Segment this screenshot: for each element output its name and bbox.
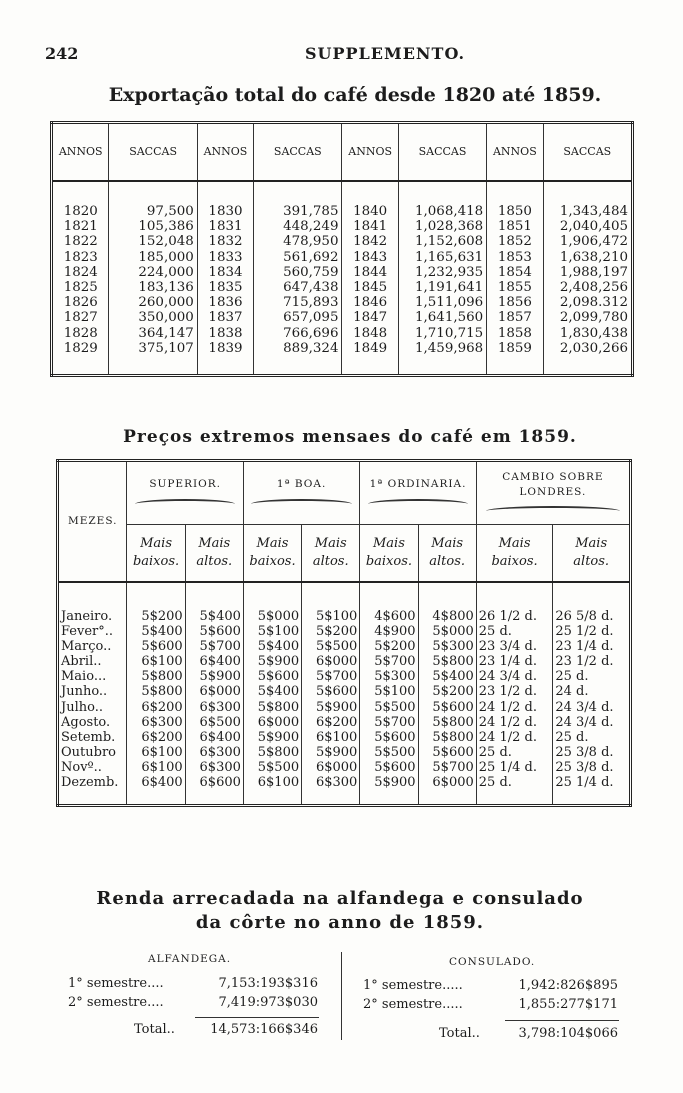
- sacks-cell: 375,107: [109, 341, 197, 376]
- exchange-cell: 25 1/4 d.: [476, 760, 553, 775]
- price-cell: 5$800: [418, 654, 476, 669]
- month-cell: Março..: [58, 639, 127, 654]
- year-cell: 1856: [487, 295, 543, 310]
- year-column-header: ANNOS: [52, 123, 109, 182]
- sacks-cell: 1,152,608: [398, 234, 486, 249]
- sacks-cell: 1,068,418: [398, 204, 486, 219]
- table-row: [52, 204, 633, 219]
- table-row: [58, 609, 631, 624]
- table-row: [58, 775, 631, 806]
- price-cell: 6$300: [302, 775, 360, 806]
- price-cell: 5$100: [243, 624, 301, 639]
- exchange-cell: 25 3/8 d.: [553, 760, 631, 775]
- price-cell: 5$100: [360, 684, 418, 699]
- exchange-cell: 25 1/2 d.: [553, 624, 631, 639]
- price-cell: 6$000: [243, 715, 301, 730]
- sacks-cell: 1,459,968: [398, 341, 486, 376]
- sacks-cell: 97,500: [109, 204, 197, 219]
- price-cell: 6$000: [185, 684, 243, 699]
- exchange-cell: 23 1/2 d.: [553, 654, 631, 669]
- sacks-cell: 391,785: [254, 204, 342, 219]
- sum-rule: [505, 1020, 619, 1021]
- price-cell: 5$600: [360, 760, 418, 775]
- price-cell: 5$700: [185, 639, 243, 654]
- price-cell: 5$800: [127, 669, 185, 684]
- price-cell: 6$300: [185, 760, 243, 775]
- sacks-cell: 1,191,641: [398, 280, 486, 295]
- year-cell: 1854: [487, 265, 543, 280]
- total-value: 14,573:166$346: [210, 1022, 318, 1037]
- year-cell: 1821: [52, 219, 109, 234]
- price-cell: 5$300: [360, 669, 418, 684]
- total-value: 3,798:104$066: [518, 1026, 618, 1041]
- group-label: 1ª BOA.: [276, 478, 327, 491]
- month-column-header: MEZES.: [58, 461, 127, 583]
- sacks-cell: 224,000: [109, 265, 197, 280]
- sacks-cell: 152,048: [109, 234, 197, 249]
- table-row: [58, 715, 631, 730]
- exchange-cell: 23 1/4 d.: [476, 654, 553, 669]
- price-cell: 5$400: [243, 684, 301, 699]
- spacer-cell: [127, 582, 185, 609]
- year-cell: 1840: [342, 204, 398, 219]
- spacer-cell: [342, 181, 398, 204]
- spacer-cell: [360, 582, 418, 609]
- sacks-cell: 1,638,210: [543, 250, 632, 265]
- price-cell: 5$600: [418, 745, 476, 760]
- price-cell: 5$200: [127, 609, 185, 624]
- sacks-cell: 2,040,405: [543, 219, 632, 234]
- year-cell: 1829: [52, 341, 109, 376]
- year-cell: 1831: [197, 219, 253, 234]
- table-row: [58, 639, 631, 654]
- price-cell: 5$500: [360, 700, 418, 715]
- month-cell: Julho..: [58, 700, 127, 715]
- year-cell: 1855: [487, 280, 543, 295]
- alfandega-row-2: [68, 995, 318, 1013]
- exchange-cell: 25 d.: [553, 669, 631, 684]
- export-table: [50, 121, 634, 377]
- page-number: 242: [45, 44, 79, 63]
- group-label: 1ª ORDINARIA.: [369, 478, 467, 491]
- exchange-cell: 25 1/4 d.: [553, 775, 631, 806]
- price-cell: 5$800: [418, 730, 476, 745]
- sacks-cell: 2,099,780: [543, 310, 632, 325]
- sacks-cell: 1,165,631: [398, 250, 486, 265]
- exchange-cell: 23 1/2 d.: [476, 684, 553, 699]
- price-cell: 5$800: [243, 700, 301, 715]
- sacks-cell: 1,641,560: [398, 310, 486, 325]
- year-cell: 1822: [52, 234, 109, 249]
- year-cell: 1825: [52, 280, 109, 295]
- year-cell: 1834: [197, 265, 253, 280]
- price-cell: 5$400: [127, 624, 185, 639]
- table-row: [58, 669, 631, 684]
- price-cell: 5$900: [185, 669, 243, 684]
- year-cell: 1837: [197, 310, 253, 325]
- exchange-cell: 24 3/4 d.: [553, 700, 631, 715]
- column-divider: [341, 952, 342, 1040]
- price-cell: 5$800: [418, 715, 476, 730]
- brace-decoration: [486, 506, 619, 516]
- subheader-low: Mais baixos.: [360, 525, 418, 583]
- sacks-cell: 561,692: [254, 250, 342, 265]
- price-cell: 5$400: [243, 639, 301, 654]
- table-row: [58, 700, 631, 715]
- year-cell: 1835: [197, 280, 253, 295]
- price-cell: 5$900: [302, 700, 360, 715]
- row-label: 1° semestre.....: [363, 978, 463, 993]
- spacer-cell: [254, 181, 342, 204]
- exchange-cell: 25 3/8 d.: [553, 745, 631, 760]
- price-cell: 5$600: [302, 684, 360, 699]
- price-cell: 6$000: [302, 760, 360, 775]
- price-cell: 6$300: [185, 745, 243, 760]
- price-cell: 6$200: [127, 730, 185, 745]
- year-cell: 1830: [197, 204, 253, 219]
- table-row: [58, 760, 631, 775]
- consulado-heading: CONSULADO.: [449, 956, 536, 968]
- year-cell: 1836: [197, 295, 253, 310]
- brace-decoration: [368, 499, 468, 509]
- month-cell: Janeiro.: [58, 609, 127, 624]
- year-cell: 1844: [342, 265, 398, 280]
- spacer-cell: [476, 582, 553, 609]
- year-column-header: ANNOS: [342, 123, 398, 182]
- row-value: 7,153:193$316: [218, 976, 318, 991]
- spacer-cell: [553, 582, 631, 609]
- month-cell: Fever°..: [58, 624, 127, 639]
- table-row: [52, 250, 633, 265]
- price-cell: 5$700: [360, 715, 418, 730]
- total-label: Total..: [134, 1022, 175, 1037]
- prices-group-header-row: [58, 461, 631, 525]
- year-cell: 1846: [342, 295, 398, 310]
- revenue-title-line2: da côrte no anno de 1859.: [195, 912, 485, 933]
- sacks-cell: 2,030,266: [543, 341, 632, 376]
- table-row: [52, 234, 633, 249]
- prices-table-title: Preços extremos mensaes do café em 1859.: [123, 427, 577, 447]
- month-cell: Junho..: [58, 684, 127, 699]
- price-cell: 5$800: [243, 745, 301, 760]
- price-cell: 5$600: [185, 624, 243, 639]
- sacks-cell: 715,893: [254, 295, 342, 310]
- price-cell: 6$400: [185, 654, 243, 669]
- subheader-high: Mais altos.: [553, 525, 631, 583]
- year-cell: 1848: [342, 326, 398, 341]
- price-cell: 6$100: [302, 730, 360, 745]
- group-header-ordinaria: [360, 461, 476, 525]
- exchange-cell: 25 d.: [476, 775, 553, 806]
- total-label: Total..: [439, 1026, 480, 1041]
- table-row: [58, 624, 631, 639]
- month-cell: Maio...: [58, 669, 127, 684]
- sacks-cell: 889,324: [254, 341, 342, 376]
- price-cell: 4$900: [360, 624, 418, 639]
- table-row: [58, 745, 631, 760]
- alfandega-total-row: [68, 1022, 318, 1040]
- sacks-cell: 1,988,197: [543, 265, 632, 280]
- price-cell: 6$200: [127, 700, 185, 715]
- sacks-cell: 766,696: [254, 326, 342, 341]
- price-cell: 5$800: [127, 684, 185, 699]
- sacks-cell: 1,343,484: [543, 204, 632, 219]
- exchange-cell: 24 1/2 d.: [476, 730, 553, 745]
- price-cell: 6$100: [127, 760, 185, 775]
- year-cell: 1841: [342, 219, 398, 234]
- sacks-column-header: SACCAS: [398, 123, 486, 182]
- brace-decoration: [135, 499, 235, 509]
- year-cell: 1832: [197, 234, 253, 249]
- price-cell: 6$200: [302, 715, 360, 730]
- export-table-body: [52, 181, 633, 376]
- subheader-low: Mais baixos.: [127, 525, 185, 583]
- spacer-cell: [185, 582, 243, 609]
- table-row: [52, 265, 633, 280]
- exchange-cell: 24 3/4 d.: [476, 669, 553, 684]
- price-cell: 5$900: [243, 730, 301, 745]
- sacks-cell: 560,759: [254, 265, 342, 280]
- sacks-column-header: SACCAS: [109, 123, 197, 182]
- exchange-cell: 26 1/2 d.: [476, 609, 553, 624]
- alfandega-row-1: [68, 976, 318, 994]
- year-cell: 1827: [52, 310, 109, 325]
- export-table-title: Exportação total do café desde 1820 até 1859.: [108, 84, 602, 106]
- spacer-cell: [543, 181, 632, 204]
- price-cell: 5$200: [418, 684, 476, 699]
- exchange-cell: 25 d.: [476, 624, 553, 639]
- year-cell: 1823: [52, 250, 109, 265]
- exchange-cell: 24 d.: [553, 684, 631, 699]
- spacer-cell: [418, 582, 476, 609]
- price-cell: 5$900: [243, 654, 301, 669]
- sacks-cell: 1,710,715: [398, 326, 486, 341]
- sacks-cell: 1,232,935: [398, 265, 486, 280]
- table-row: [58, 684, 631, 699]
- year-cell: 1851: [487, 219, 543, 234]
- group-label: CAMBIO SOBRE LONDRES.: [502, 470, 604, 498]
- price-cell: 5$900: [360, 775, 418, 806]
- page-header: [45, 44, 645, 68]
- sacks-cell: 260,000: [109, 295, 197, 310]
- table-row: [58, 654, 631, 669]
- price-cell: 5$600: [418, 700, 476, 715]
- exchange-cell: 24 3/4 d.: [553, 715, 631, 730]
- spacer-row: [58, 582, 631, 609]
- price-cell: 4$600: [360, 609, 418, 624]
- month-cell: Outubro: [58, 745, 127, 760]
- price-cell: 6$100: [127, 654, 185, 669]
- sacks-cell: 364,147: [109, 326, 197, 341]
- table-row: [52, 326, 633, 341]
- price-cell: 5$300: [418, 639, 476, 654]
- year-cell: 1853: [487, 250, 543, 265]
- year-cell: 1828: [52, 326, 109, 341]
- spacer-cell: [197, 181, 253, 204]
- sacks-cell: 657,095: [254, 310, 342, 325]
- brace-decoration: [251, 499, 351, 509]
- price-cell: 5$700: [360, 654, 418, 669]
- year-column-header: ANNOS: [487, 123, 543, 182]
- month-cell: Setemb.: [58, 730, 127, 745]
- group-header-superior: [127, 461, 243, 525]
- price-cell: 5$500: [360, 745, 418, 760]
- spacer-cell: [109, 181, 197, 204]
- price-cell: 5$100: [302, 609, 360, 624]
- exchange-cell: 25 d.: [476, 745, 553, 760]
- price-cell: 5$600: [127, 639, 185, 654]
- price-cell: 6$300: [127, 715, 185, 730]
- sacks-column-header: SACCAS: [254, 123, 342, 182]
- year-cell: 1852: [487, 234, 543, 249]
- sacks-cell: 2,098.312: [543, 295, 632, 310]
- table-row: [52, 219, 633, 234]
- spacer-cell: [487, 181, 543, 204]
- year-cell: 1850: [487, 204, 543, 219]
- price-cell: 6$000: [302, 654, 360, 669]
- price-cell: 5$400: [185, 609, 243, 624]
- consulado-row-2: [363, 997, 618, 1015]
- sacks-cell: 185,000: [109, 250, 197, 265]
- exchange-cell: 26 5/8 d.: [553, 609, 631, 624]
- export-table-header-row: [52, 123, 633, 182]
- alfandega-heading: ALFANDEGA.: [148, 953, 232, 965]
- price-cell: 5$700: [418, 760, 476, 775]
- price-cell: 5$200: [360, 639, 418, 654]
- price-cell: 6$600: [185, 775, 243, 806]
- price-cell: 5$000: [418, 624, 476, 639]
- year-cell: 1824: [52, 265, 109, 280]
- prices-subheader-row: [58, 525, 631, 583]
- price-cell: 5$600: [360, 730, 418, 745]
- sacks-column-header: SACCAS: [543, 123, 632, 182]
- price-cell: 6$100: [127, 745, 185, 760]
- sacks-cell: 1,830,438: [543, 326, 632, 341]
- price-cell: 5$200: [302, 624, 360, 639]
- subheader-low: Mais baixos.: [243, 525, 301, 583]
- price-cell: 6$300: [185, 700, 243, 715]
- sacks-cell: 1,906,472: [543, 234, 632, 249]
- year-cell: 1838: [197, 326, 253, 341]
- price-cell: 5$700: [302, 669, 360, 684]
- sacks-cell: 183,136: [109, 280, 197, 295]
- prices-table: [56, 459, 632, 807]
- month-cell: Agosto.: [58, 715, 127, 730]
- price-cell: 4$800: [418, 609, 476, 624]
- year-cell: 1839: [197, 341, 253, 376]
- price-cell: 5$900: [302, 745, 360, 760]
- exchange-cell: 24 1/2 d.: [476, 700, 553, 715]
- table-row: [52, 341, 633, 376]
- table-row: [58, 730, 631, 745]
- year-cell: 1845: [342, 280, 398, 295]
- year-column-header: ANNOS: [197, 123, 253, 182]
- subheader-high: Mais altos.: [302, 525, 360, 583]
- sacks-cell: 105,386: [109, 219, 197, 234]
- revenue-title-line1: Renda arrecadada na alfandega e consulado: [96, 888, 584, 909]
- spacer-cell: [398, 181, 486, 204]
- row-label: 2° semestre....: [68, 995, 164, 1010]
- table-row: [52, 280, 633, 295]
- subheader-low: Mais baixos.: [476, 525, 553, 583]
- exchange-cell: 23 3/4 d.: [476, 639, 553, 654]
- sacks-cell: 350,000: [109, 310, 197, 325]
- year-cell: 1820: [52, 204, 109, 219]
- exchange-cell: 25 d.: [553, 730, 631, 745]
- group-header-cambio: [476, 461, 630, 525]
- table-row: [52, 310, 633, 325]
- subheader-high: Mais altos.: [418, 525, 476, 583]
- prices-table-body: [58, 582, 631, 806]
- spacer-cell: [302, 582, 360, 609]
- year-cell: 1859: [487, 341, 543, 376]
- exchange-cell: 24 1/2 d.: [476, 715, 553, 730]
- sacks-cell: 1,511,096: [398, 295, 486, 310]
- year-cell: 1826: [52, 295, 109, 310]
- price-cell: 5$000: [243, 609, 301, 624]
- month-cell: Dezemb.: [58, 775, 127, 806]
- exchange-cell: 23 1/4 d.: [553, 639, 631, 654]
- row-value: 1,855:277$171: [518, 997, 618, 1012]
- row-value: 1,942:826$895: [518, 978, 618, 993]
- year-cell: 1857: [487, 310, 543, 325]
- year-cell: 1849: [342, 341, 398, 376]
- price-cell: 6$400: [185, 730, 243, 745]
- month-cell: Abril..: [58, 654, 127, 669]
- spacer-cell: [58, 582, 127, 609]
- price-cell: 6$400: [127, 775, 185, 806]
- price-cell: 6$000: [418, 775, 476, 806]
- price-cell: 5$500: [243, 760, 301, 775]
- price-cell: 6$100: [243, 775, 301, 806]
- year-cell: 1858: [487, 326, 543, 341]
- row-value: 7,419:973$030: [218, 995, 318, 1010]
- consulado-total-row: [363, 1026, 618, 1044]
- subheader-high: Mais altos.: [185, 525, 243, 583]
- group-header-boa: [243, 461, 359, 525]
- row-label: 1° semestre....: [68, 976, 164, 991]
- row-label: 2° semestre.....: [363, 997, 463, 1012]
- sacks-cell: 448,249: [254, 219, 342, 234]
- year-cell: 1843: [342, 250, 398, 265]
- price-cell: 6$500: [185, 715, 243, 730]
- sacks-cell: 478,950: [254, 234, 342, 249]
- price-cell: 5$600: [243, 669, 301, 684]
- year-cell: 1833: [197, 250, 253, 265]
- year-cell: 1842: [342, 234, 398, 249]
- sacks-cell: 1,028,368: [398, 219, 486, 234]
- price-cell: 5$500: [302, 639, 360, 654]
- running-title: SUPPLEMENTO.: [304, 44, 466, 63]
- price-cell: 5$400: [418, 669, 476, 684]
- spacer-cell: [52, 181, 109, 204]
- spacer-cell: [243, 582, 301, 609]
- year-cell: 1847: [342, 310, 398, 325]
- sacks-cell: 2,408,256: [543, 280, 632, 295]
- spacer-row: [52, 181, 633, 204]
- sacks-cell: 647,438: [254, 280, 342, 295]
- table-row: [52, 295, 633, 310]
- consulado-row-1: [363, 978, 618, 996]
- group-label: SUPERIOR.: [149, 478, 222, 491]
- sum-rule: [195, 1017, 319, 1018]
- month-cell: Novº..: [58, 760, 127, 775]
